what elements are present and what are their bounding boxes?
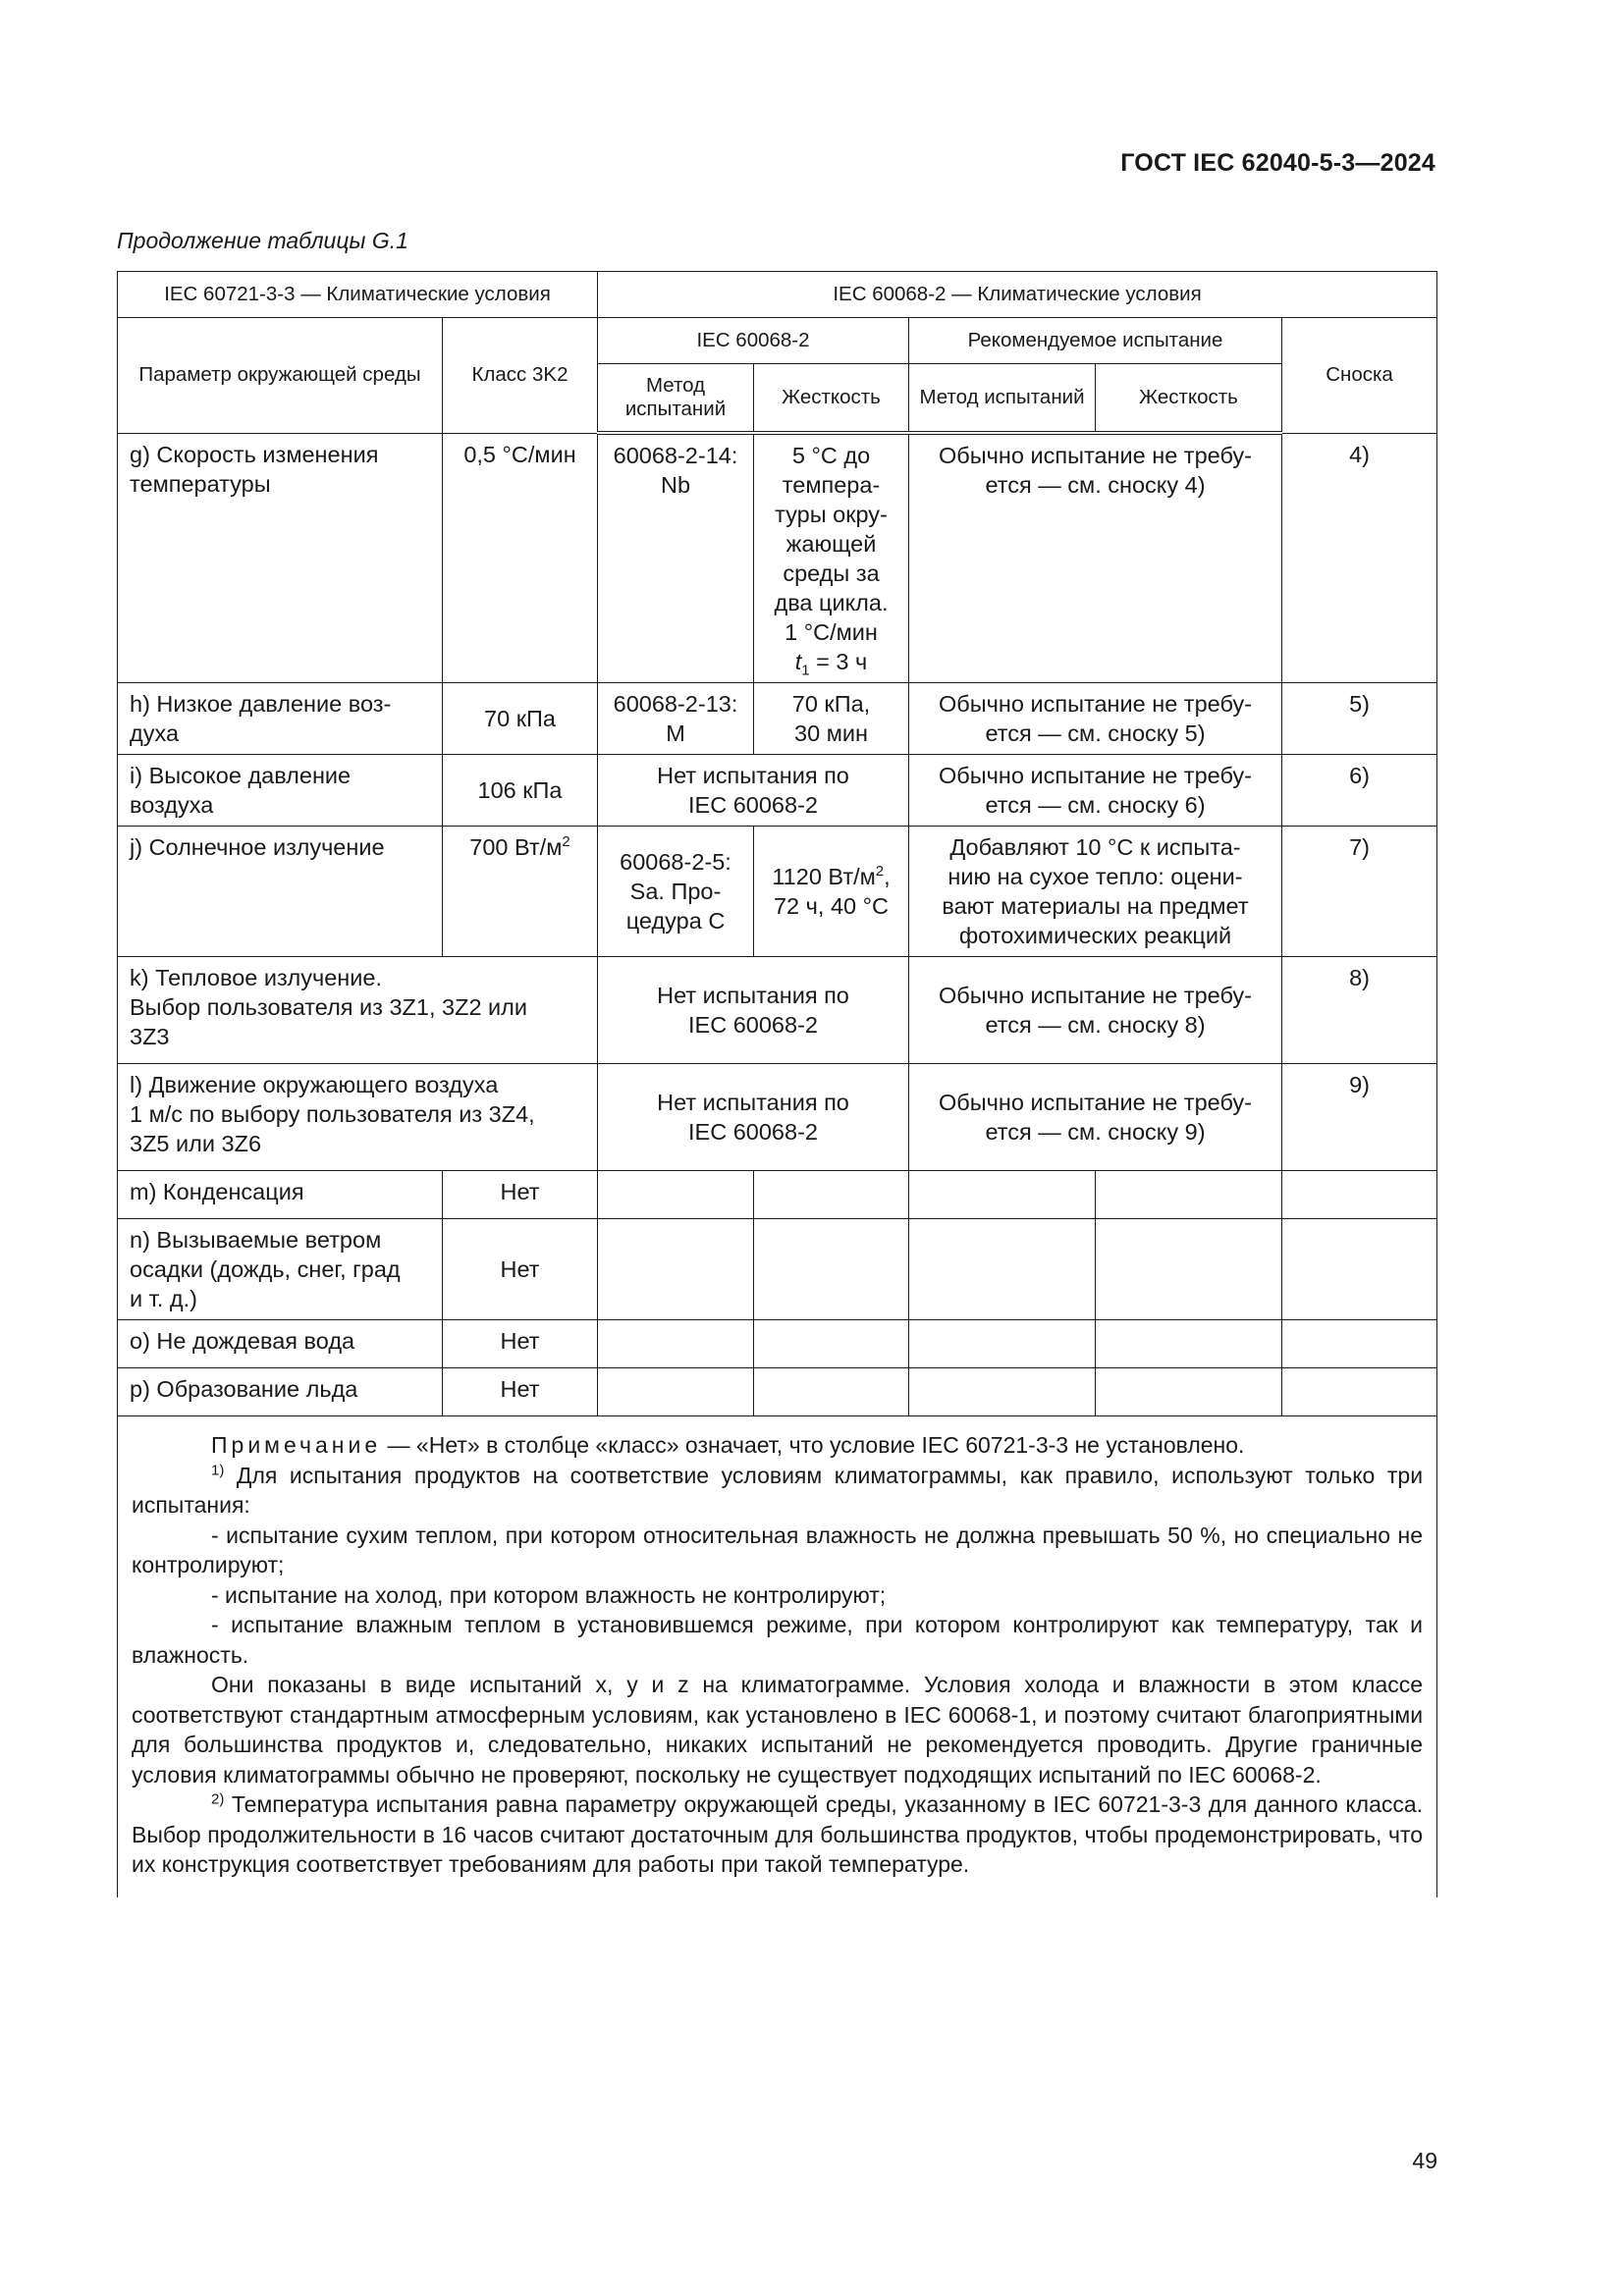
row-h-parameter: h) Низкое давление воз- духа: [118, 683, 443, 755]
row-j-footnote: 7): [1282, 827, 1437, 957]
row-k-parameter: k) Тепловое излучение. Выбор пользователя из 3Z1, 3Z2 или 3Z3: [118, 957, 598, 1064]
table-row: [118, 433, 1437, 683]
row-j-parameter: j) Солнечное излучение: [118, 827, 443, 957]
row-h-severity: 70 кПа, 30 мин: [754, 683, 909, 755]
row-p-empty-1: [598, 1368, 754, 1416]
row-o-empty-1: [598, 1320, 754, 1368]
row-g-severity-t-sub: 1: [801, 662, 810, 679]
row-l-footnote: 9): [1282, 1064, 1437, 1171]
header-iec60068-2: IEC 60068-2: [598, 318, 909, 364]
note-label: Примечание: [211, 1432, 382, 1458]
row-j-recommended: Добавляют 10 °С к испыта- нию на сухое тепло: оцени- вают материалы на предмет фотохимических реакций: [909, 827, 1282, 957]
row-h-class: 70 кПа: [443, 683, 598, 755]
row-g-recommended: Обычно испытание не требу- ется — см. сноску 4): [909, 433, 1282, 683]
document-code: ГОСТ IEC 62040-5-3—2024: [1120, 149, 1435, 177]
row-n-empty-4: [1096, 1219, 1282, 1320]
table-row: [118, 1219, 1437, 1320]
row-o-empty-5: [1282, 1320, 1437, 1368]
row-m-empty-1: [598, 1171, 754, 1219]
row-j-class: [443, 827, 598, 957]
row-g-method: 60068-2-14: Nb: [598, 433, 754, 683]
row-g-footnote: 4): [1282, 433, 1437, 683]
row-l-no-test: Нет испытания по IEC 60068-2: [598, 1064, 909, 1171]
row-p-empty-2: [754, 1368, 909, 1416]
header-footnote: Сноска: [1282, 318, 1437, 434]
row-g-severity-t: t: [794, 649, 802, 674]
row-n-parameter: n) Вызываемые ветром осадки (дождь, снег, град и т. д.): [118, 1219, 443, 1320]
footnote-1-mark: 1): [211, 1461, 225, 1478]
row-m-empty-4: [1096, 1171, 1282, 1219]
row-j-class-text: 700 Вт/м: [469, 834, 563, 860]
row-g-severity-t-rest: = 3 ч: [809, 649, 868, 674]
row-m-empty-5: [1282, 1171, 1437, 1219]
row-k-no-test: Нет испытания по IEC 60068-2: [598, 957, 909, 1064]
header-method-1: Метод испытаний: [598, 364, 754, 434]
table-subheader-row: [118, 318, 1437, 364]
row-k-footnote: 8): [1282, 957, 1437, 1064]
row-o-empty-4: [1096, 1320, 1282, 1368]
row-h-footnote: 5): [1282, 683, 1437, 755]
row-j-severity-a: 1120 Вт/м: [772, 864, 876, 889]
header-severity-2: Жесткость: [1096, 364, 1282, 434]
header-severity-1: Жесткость: [754, 364, 909, 434]
row-j-severity-sup: 2: [875, 863, 885, 881]
footnote-2-text: Температура испытания равна параметру окружающей среды, указанному в IEC 60721-3-3 для данного класса. Выбор продолжительности в 16 часов считают достаточным для большинства продуктов, чтобы продемонстрировать, что их конструкция соответствует требованиям для работы при такой температуре.: [132, 1791, 1424, 1877]
row-n-empty-1: [598, 1219, 754, 1320]
row-p-class: Нет: [443, 1368, 598, 1416]
row-k-recommended: Обычно испытание не требу- ется — см. сноску 8): [909, 957, 1282, 1064]
footnote-1-dash-2: - испытание на холод, при котором влажность не контролируют;: [211, 1581, 887, 1608]
table-notes: [118, 1416, 1437, 1897]
table-row: [118, 957, 1437, 1064]
row-g-severity-text: 5 °С до темпера- туры окру- жающей среды за два цикла. 1 °С/мин: [774, 443, 889, 645]
row-n-empty-2: [754, 1219, 909, 1320]
group-header-iec60068: IEC 60068-2 — Климатические условия: [598, 272, 1437, 318]
row-j-severity-b: , 72 ч, 40 °С: [773, 864, 891, 919]
table-row: [118, 1320, 1437, 1368]
row-j-severity: [754, 827, 909, 957]
footnote-1-text: Для испытания продуктов на соответствие условиям климатограммы, как правило, используют только три испытания:: [132, 1462, 1424, 1518]
row-o-empty-2: [754, 1320, 909, 1368]
row-n-class: Нет: [443, 1219, 598, 1320]
table-row: [118, 827, 1437, 957]
table-row: [118, 1064, 1437, 1171]
row-p-empty-3: [909, 1368, 1096, 1416]
row-i-class: 106 кПа: [443, 755, 598, 827]
header-recommended-test: Рекомендуемое испытание: [909, 318, 1282, 364]
table-caption: Продолжение таблицы G.1: [117, 228, 408, 253]
row-j-class-sup: 2: [562, 833, 570, 851]
page-number: 49: [1412, 2148, 1437, 2173]
row-o-empty-3: [909, 1320, 1096, 1368]
note-paragraph: [132, 1430, 1423, 1461]
row-l-recommended: Обычно испытание не требу- ется — см. сноску 9): [909, 1064, 1282, 1171]
row-i-recommended: Обычно испытание не требу- ется — см. сноску 6): [909, 755, 1282, 827]
header-class: Класс 3K2: [443, 318, 598, 434]
row-n-empty-5: [1282, 1219, 1437, 1320]
climatic-conditions-table: [117, 271, 1437, 1897]
footnote-1: [132, 1461, 1423, 1521]
group-header-iec60721: IEC 60721-3-3 — Климатические условия: [118, 272, 598, 318]
table-row: [118, 755, 1437, 827]
row-h-method: 60068-2-13: M: [598, 683, 754, 755]
row-o-parameter: o) Не дождевая вода: [118, 1320, 443, 1368]
table-row: [118, 683, 1437, 755]
note-text: — «Нет» в столбце «класс» означает, что условие IEC 60721-3-3 не установлено.: [381, 1432, 1245, 1458]
row-m-empty-3: [909, 1171, 1096, 1219]
footnote-1-dash-3: - испытание влажным теплом в установившемся режиме, при котором контролируют как температуру, так и влажность.: [132, 1612, 1424, 1668]
row-i-parameter: i) Высокое давление воздуха: [118, 755, 443, 827]
table-row: [118, 1171, 1437, 1219]
row-i-no-test: Нет испытания по IEC 60068-2: [598, 755, 909, 827]
footnote-2: [132, 1789, 1423, 1880]
table-row: [118, 1368, 1437, 1416]
row-n-empty-3: [909, 1219, 1096, 1320]
row-m-class: Нет: [443, 1171, 598, 1219]
row-g-parameter: g) Скорость изменения температуры: [118, 433, 443, 683]
row-o-class: Нет: [443, 1320, 598, 1368]
row-p-empty-4: [1096, 1368, 1282, 1416]
table-group-header-row: [118, 272, 1437, 318]
row-g-severity: [754, 433, 909, 683]
row-m-empty-2: [754, 1171, 909, 1219]
footnote-2-mark: 2): [211, 1790, 225, 1808]
row-p-empty-5: [1282, 1368, 1437, 1416]
footnote-1-paragraph: Они показаны в виде испытаний x, y и z на климатограмме. Условия холода и влажности в этом классе соответствуют стандартным атмосферным условиям, как установлено в IEC 60068-1, и поэтому считают благоприятными для большинства продуктов и, следовательно, никаких испытаний не рекомендуется проводить. Другие граничные условия климатограммы обычно не проверяют, поскольку не существует подходящих испытаний по IEC 60068-2.: [132, 1672, 1424, 1788]
row-g-class: 0,5 °С/мин: [443, 433, 598, 683]
header-method-2: Метод испытаний: [909, 364, 1096, 434]
table-notes-row: [118, 1416, 1437, 1897]
row-m-parameter: m) Конденсация: [118, 1171, 443, 1219]
row-j-method: 60068-2-5: Sa. Про- цедура С: [598, 827, 754, 957]
row-i-footnote: 6): [1282, 755, 1437, 827]
row-h-recommended: Обычно испытание не требу- ется — см. сноску 5): [909, 683, 1282, 755]
header-parameter: Параметр окружающей среды: [118, 318, 443, 434]
row-l-parameter: l) Движение окружающего воздуха 1 м/с по выбору пользователя из 3Z4, 3Z5 или 3Z6: [118, 1064, 598, 1171]
footnote-1-dash-1: - испытание сухим теплом, при котором относительная влажность не должна превышать 50 %, но специально не контролируют;: [132, 1522, 1424, 1577]
row-p-parameter: p) Образование льда: [118, 1368, 443, 1416]
